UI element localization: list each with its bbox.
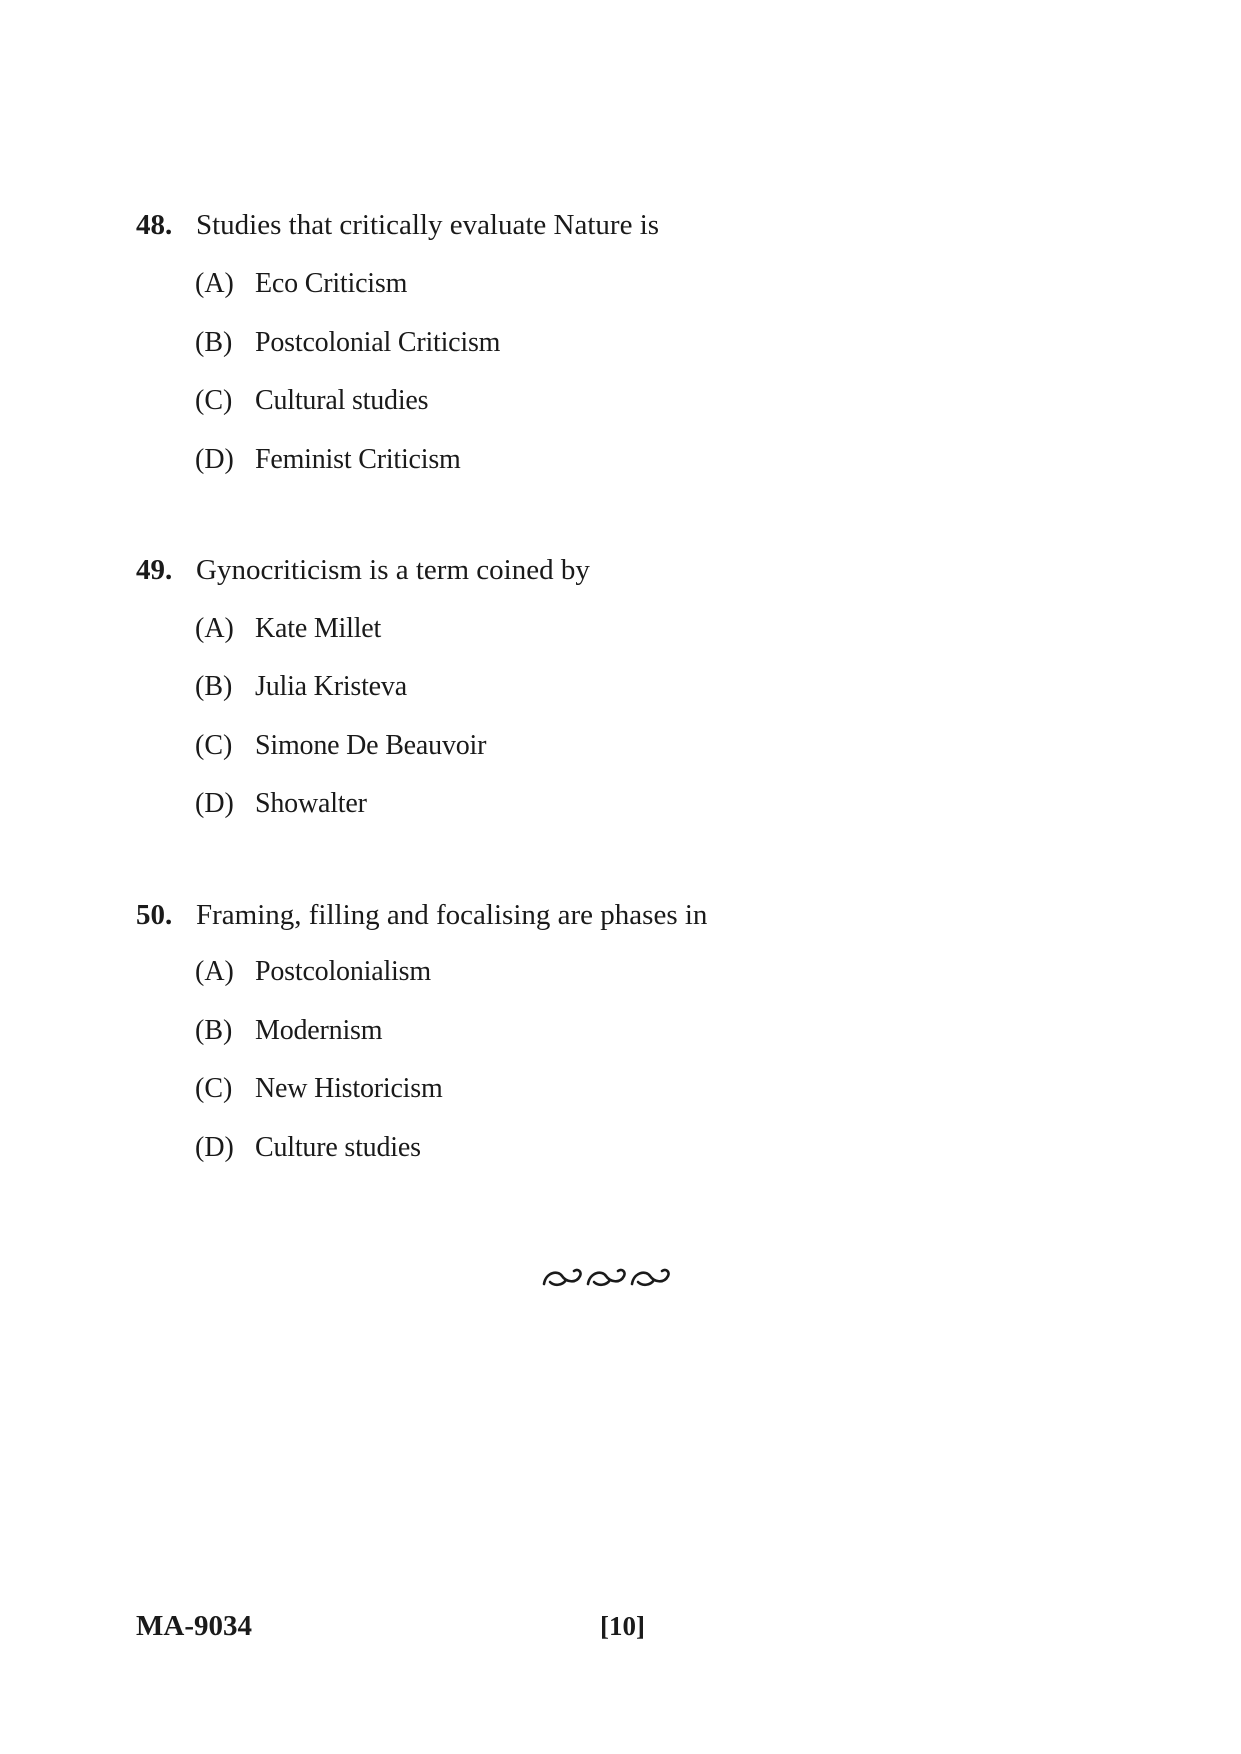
option-text: Julia Kristeva: [255, 671, 407, 702]
option-label: (B): [195, 1015, 233, 1046]
option-text: Postcolonial Criticism: [255, 327, 501, 358]
question-50-option-b: [195, 1013, 382, 1049]
question-49-stem: [136, 552, 590, 588]
option-label: (B): [195, 671, 233, 702]
question-49-option-c: [195, 728, 486, 764]
question-49-option-d: [195, 786, 367, 822]
question-50-stem: [136, 897, 707, 933]
option-text: Kate Millet: [255, 613, 382, 644]
question-text: Framing, filling and focalising are phases in: [196, 899, 708, 931]
option-label: (A): [195, 956, 234, 987]
option-label: (A): [195, 613, 234, 644]
question-49-option-a: [195, 611, 381, 647]
page-number: [10]: [600, 1611, 645, 1641]
option-text: Culture studies: [255, 1132, 421, 1163]
end-of-section-ornament-icon: [540, 1262, 672, 1297]
option-text: Cultural studies: [255, 385, 429, 416]
option-label: (D): [195, 1132, 234, 1163]
option-label: (C): [195, 1073, 233, 1104]
question-50-option-c: [195, 1071, 443, 1107]
option-label: (B): [195, 327, 233, 358]
question-48-option-a: [195, 266, 407, 302]
option-label: (C): [195, 385, 233, 416]
option-text: Showalter: [255, 788, 367, 819]
question-48-option-c: [195, 383, 428, 419]
question-text: Gynocriticism is a term coined by: [196, 554, 590, 586]
option-label: (A): [195, 268, 234, 299]
question-text: Studies that critically evaluate Nature is: [196, 209, 660, 241]
option-label: (C): [195, 730, 233, 761]
exam-code: MA-9034: [136, 1610, 252, 1642]
option-label: (D): [195, 444, 234, 475]
option-label: (D): [195, 788, 234, 819]
question-number: 48.: [136, 209, 173, 241]
option-text: Eco Criticism: [255, 268, 408, 299]
option-text: New Historicism: [255, 1073, 443, 1104]
question-number: 50.: [136, 899, 173, 931]
option-text: Feminist Criticism: [255, 444, 461, 475]
question-48-stem: [136, 207, 659, 243]
question-number: 49.: [136, 554, 173, 586]
option-text: Postcolonialism: [255, 956, 431, 987]
question-50-option-d: [195, 1130, 421, 1166]
question-48-option-b: [195, 325, 500, 361]
option-text: Modernism: [255, 1015, 383, 1046]
question-50-option-a: [195, 954, 431, 990]
question-49-option-b: [195, 669, 407, 705]
option-text: Simone De Beauvoir: [255, 730, 487, 761]
question-48-option-d: [195, 442, 461, 478]
